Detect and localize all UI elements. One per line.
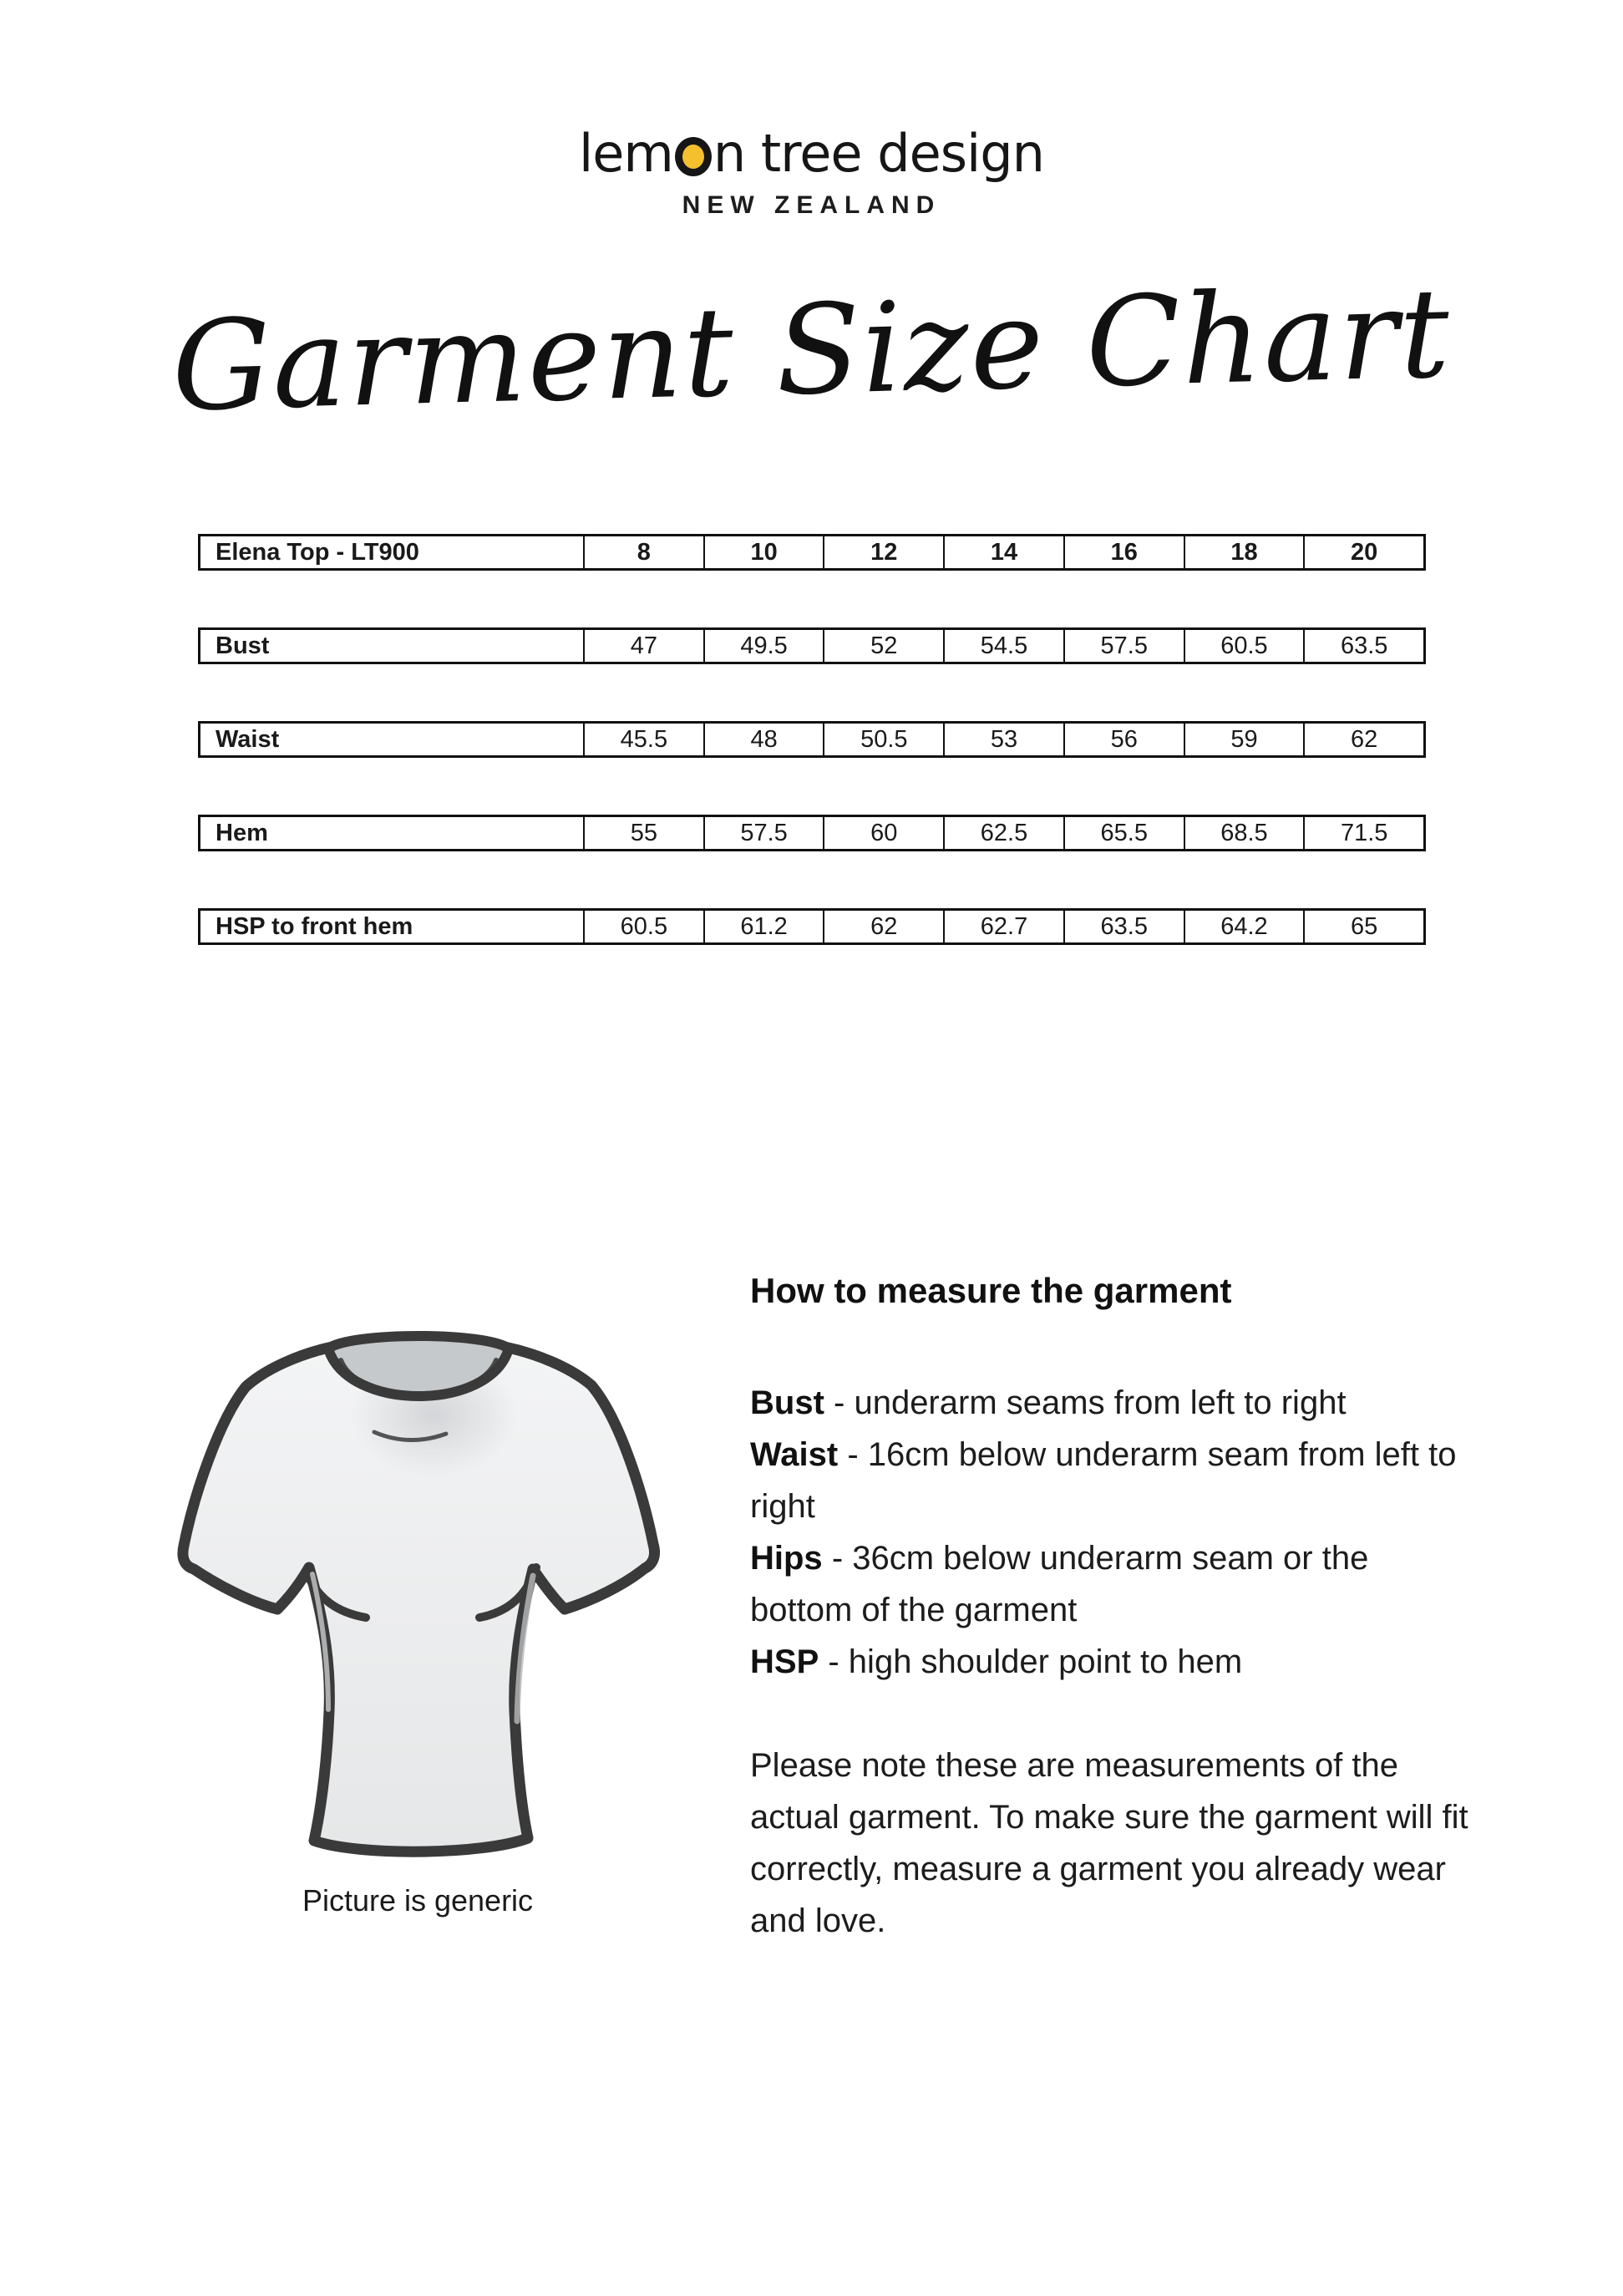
illustration-caption: Picture is generic bbox=[302, 1883, 534, 1918]
measure-desc: - underarm seams from left to right bbox=[834, 1384, 1347, 1422]
measurement-value-cell: 65.5 bbox=[1065, 817, 1185, 849]
measure-item-hsp bbox=[750, 1636, 1478, 1688]
measure-term: HSP bbox=[750, 1643, 819, 1681]
measure-desc: - high shoulder point to hem bbox=[828, 1643, 1243, 1681]
measurement-value-cell: 65 bbox=[1351, 912, 1378, 940]
measurement-value-cell: 53 bbox=[945, 724, 1065, 755]
measurement-value-cell: 64.2 bbox=[1185, 911, 1306, 942]
measurement-value-cell: 57.5 bbox=[705, 817, 825, 849]
measurement-value-cell: 63.5 bbox=[1065, 911, 1185, 942]
measurement-value-cell: 54.5 bbox=[945, 630, 1065, 662]
measurement-value-cell: 60.5 bbox=[1185, 630, 1306, 662]
measure-term: Hips bbox=[750, 1540, 823, 1577]
table-row-waist bbox=[198, 721, 1426, 758]
howto-heading: How to measure the garment bbox=[750, 1271, 1232, 1310]
measure-list bbox=[750, 1377, 1478, 1688]
measure-item-waist bbox=[750, 1429, 1478, 1532]
size-header-cell: 10 bbox=[705, 536, 825, 568]
measure-desc: - 36cm below underarm seam or the bottom of the garment bbox=[750, 1540, 1369, 1629]
measurement-label-cell: Hem bbox=[200, 817, 585, 849]
tshirt-drawing-icon bbox=[159, 1277, 677, 1870]
measurement-value-cell: 71.5 bbox=[1340, 819, 1388, 846]
measure-desc: - 16cm below underarm seam from left to right bbox=[750, 1436, 1457, 1526]
measurement-value-cell: 49.5 bbox=[705, 630, 825, 662]
note-paragraph: Please note these are measurements of the actual garment. To make sure the garment will fit correctly, measure a garment you already wear and love. bbox=[750, 1747, 1468, 1940]
measurement-value-cell: 59 bbox=[1185, 724, 1306, 755]
measurement-value-cell: 68.5 bbox=[1185, 817, 1306, 849]
table-row-bust bbox=[198, 627, 1426, 664]
measurement-value-cell: 52 bbox=[824, 630, 945, 662]
measurement-value-cell: 60 bbox=[824, 817, 945, 849]
size-header-cell: 12 bbox=[824, 536, 945, 568]
brand-logo bbox=[0, 124, 1623, 220]
table-row-header bbox=[198, 534, 1426, 571]
measure-item-bust bbox=[750, 1377, 1478, 1429]
product-name-cell: Elena Top - LT900 bbox=[200, 536, 585, 568]
table-row-hem bbox=[198, 815, 1426, 851]
measurement-value-cell: 56 bbox=[1065, 724, 1185, 755]
measurement-value-cell: 61.2 bbox=[705, 911, 825, 942]
measurement-value-cell: 55 bbox=[585, 817, 705, 849]
measurement-value-cell: 62 bbox=[1351, 725, 1378, 753]
measurement-value-cell: 63.5 bbox=[1340, 632, 1388, 659]
size-header-cell: 20 bbox=[1351, 538, 1378, 566]
measurement-value-cell: 50.5 bbox=[824, 724, 945, 755]
measurement-value-cell: 62 bbox=[824, 911, 945, 942]
measure-item-hips bbox=[750, 1532, 1478, 1636]
measurement-value-cell: 57.5 bbox=[1065, 630, 1185, 662]
size-header-cell: 16 bbox=[1065, 536, 1185, 568]
measure-term: Waist bbox=[750, 1436, 839, 1474]
lemon-dot-icon bbox=[675, 137, 712, 176]
size-header-cell: 14 bbox=[945, 536, 1065, 568]
table-row-hsp bbox=[198, 908, 1426, 945]
measurement-label-cell: Waist bbox=[200, 724, 585, 755]
logo-text-part1: lem bbox=[579, 123, 673, 184]
measurement-value-cell: 60.5 bbox=[585, 911, 705, 942]
size-header-cell: 18 bbox=[1185, 536, 1306, 568]
measurement-value-cell: 62.5 bbox=[945, 817, 1065, 849]
measurement-label-cell: HSP to front hem bbox=[200, 911, 585, 942]
garment-illustration bbox=[159, 1277, 677, 1918]
measurement-value-cell: 48 bbox=[705, 724, 825, 755]
size-table bbox=[198, 534, 1426, 1002]
measurement-label-cell: Bust bbox=[200, 630, 585, 662]
measurement-value-cell: 45.5 bbox=[585, 724, 705, 755]
measure-instructions bbox=[750, 1270, 1478, 1947]
size-header-cell: 8 bbox=[585, 536, 705, 568]
logo-country: NEW ZEALAND bbox=[682, 191, 941, 220]
measurement-value-cell: 62.7 bbox=[945, 911, 1065, 942]
logo-text-part2: n tree design bbox=[713, 123, 1044, 184]
measure-term: Bust bbox=[750, 1384, 824, 1422]
page-title: Garment Size Chart bbox=[170, 261, 1453, 439]
measurement-value-cell: 47 bbox=[585, 630, 705, 662]
logo-text bbox=[0, 124, 1623, 183]
